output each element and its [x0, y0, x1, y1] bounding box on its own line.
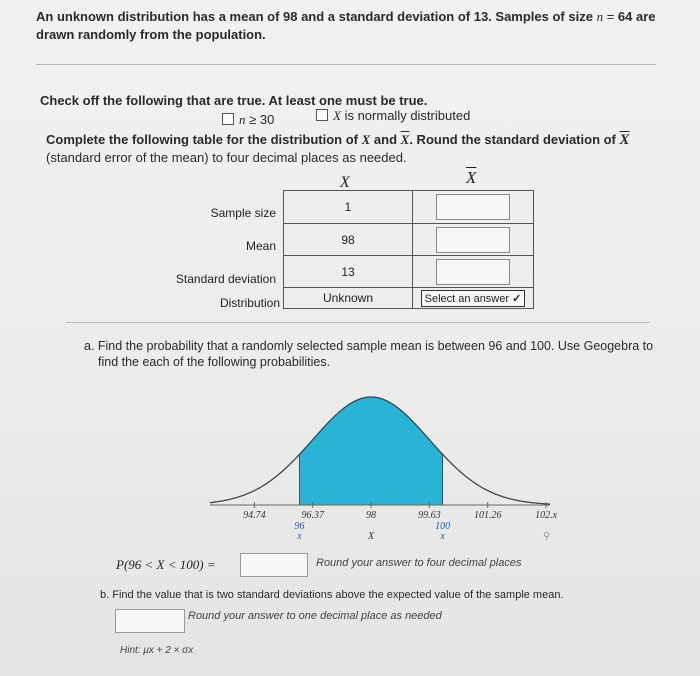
checkbox-x-normal[interactable]: [316, 108, 470, 124]
chevron-down-icon: ✓: [512, 292, 522, 305]
tick-label: 94.74: [243, 510, 266, 521]
intro-text: An unknown distribution has a mean of 98 and a standard deviation of 13. Samples of size: [36, 9, 593, 24]
probability-input[interactable]: [240, 553, 308, 577]
part-a-text: [84, 338, 664, 370]
axis-variable-label: x: [440, 531, 445, 542]
cell-x-distribution: Unknown: [284, 288, 413, 309]
axis-variable-label: X: [367, 531, 375, 542]
cell-x-std: 13: [284, 256, 413, 288]
row-label-sample-size: Sample size: [210, 206, 276, 220]
intro-text-line2: drawn randomly from the population.: [36, 27, 266, 42]
distribution-table: [283, 190, 534, 309]
part-a-line1: a. Find the probability that a randomly selected sample mean is between 96 and 100. Use Geogebra to: [84, 339, 654, 353]
row-label-distribution: Distribution: [219, 296, 280, 310]
cell-x-sample-size: 1: [284, 191, 413, 224]
checkbox-square[interactable]: [316, 109, 328, 121]
x-var: X: [361, 132, 371, 147]
instr-text-line2: (standard error of the mean) to four decimal places as needed.: [46, 150, 407, 165]
option1-text: ≥ 30: [249, 112, 275, 127]
shaded-region: [300, 397, 443, 505]
cell-xbar-mean: [413, 224, 534, 256]
check-heading: Check off the following that are true. At least one must be true.: [40, 93, 428, 108]
select-label: Select an answer: [424, 292, 510, 305]
xbar-mean-input[interactable]: [436, 227, 510, 253]
cell-xbar-std: [413, 256, 534, 288]
instr-and: and: [373, 132, 398, 147]
tick-label: 98: [366, 510, 377, 521]
option2-text: is normally distributed: [344, 108, 471, 123]
normal-curve-chart: [200, 385, 560, 555]
highlight-tick-label: 96: [294, 521, 305, 532]
xbar-sample-size-input[interactable]: [436, 194, 510, 220]
col-header-xbar: $\overline{X}$: [466, 168, 477, 187]
checkbox-square[interactable]: [222, 113, 234, 125]
highlight-tick-label: 100: [435, 521, 451, 532]
xbar-std-input[interactable]: [436, 259, 510, 285]
col-header-x: X: [340, 174, 350, 191]
cell-xbar-sample-size: [413, 191, 534, 224]
n-var: n: [239, 112, 246, 127]
zoom-icon[interactable]: ⚲: [543, 531, 551, 542]
row-label-std: Standard deviation: [175, 272, 276, 286]
xbar-var: $\overline{X}$: [619, 132, 630, 148]
row-label-mean: Mean: [245, 239, 276, 253]
tick-label: 101.26: [473, 510, 502, 521]
hint-text: Hint: μx + 2 × σx: [120, 645, 194, 656]
tick-label: 96.37: [301, 510, 324, 521]
tick-label: 102.x: [535, 510, 558, 521]
n-symbol: n: [596, 9, 604, 24]
part-a-line2: find the each of the following probabilities.: [98, 355, 331, 369]
xbar-var: $\overline{X}$: [400, 132, 410, 147]
n-value: 64 are: [617, 9, 656, 24]
divider: [36, 64, 656, 65]
distribution-select[interactable]: [421, 290, 526, 307]
prob-label: P(96 < X < 100) =: [116, 557, 216, 572]
x-var: X: [333, 108, 341, 123]
cell-xbar-distribution: [413, 288, 534, 309]
divider: [66, 322, 650, 323]
problem-intro: [36, 8, 656, 44]
cell-x-mean: 98: [284, 224, 413, 256]
instr-text-b: . Round the standard deviation of: [409, 132, 616, 147]
checkbox-n-ge-30[interactable]: [222, 112, 274, 128]
equals-sign: =: [606, 9, 615, 24]
prob-round-note: Round your answer to four decimal places: [316, 557, 522, 569]
part-b-text: b. Find the value that is two standard deviations above the expected value of the sample mean.: [100, 589, 564, 601]
tick-label: 99.63: [418, 510, 441, 521]
axis-variable-label: x: [297, 531, 302, 542]
instr-text: Complete the following table for the distribution of: [46, 132, 358, 147]
table-instructions: [46, 131, 646, 166]
part-b-round-note: Round your answer to one decimal place as needed: [188, 610, 442, 622]
part-b-input[interactable]: [115, 609, 185, 633]
